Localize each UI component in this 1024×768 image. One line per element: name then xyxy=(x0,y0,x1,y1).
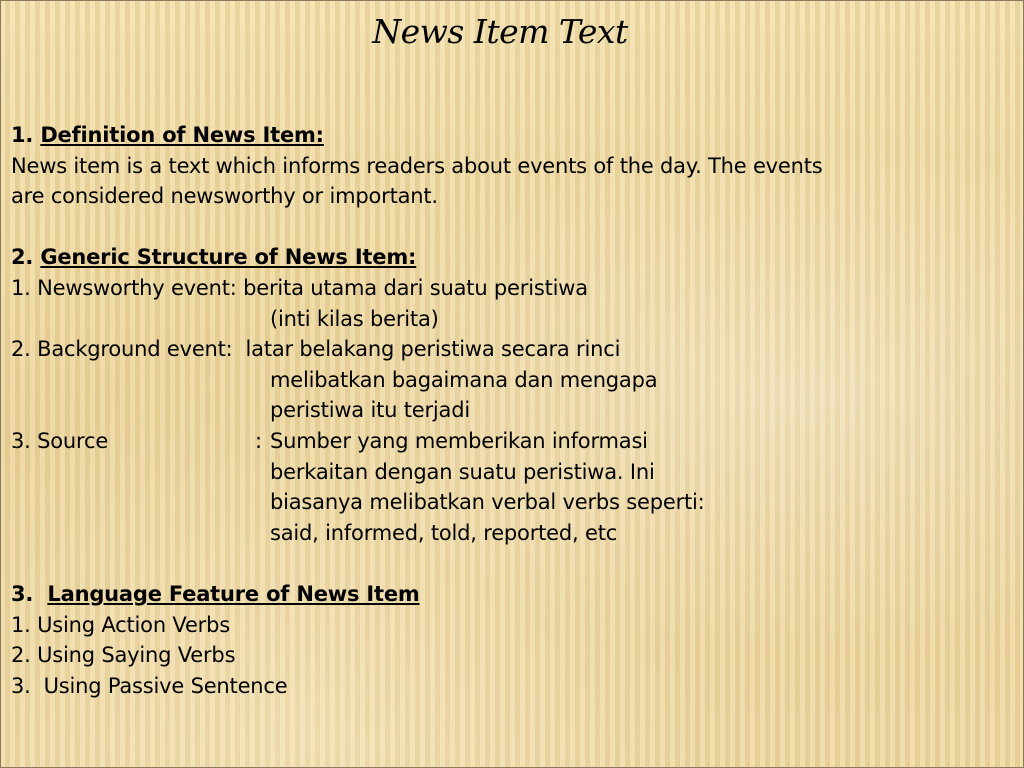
slide-title: News Item Text xyxy=(372,12,628,51)
structure-item-text: berita utama dari suatu peristiwa xyxy=(243,275,588,300)
structure-item-continuation: (inti kilas berita) xyxy=(270,306,439,331)
section-1-body-line: are considered newsworthy or important. xyxy=(11,184,438,209)
section-3-heading xyxy=(11,579,1011,610)
structure-item-continuation: melibatkan bagaimana dan mengapa xyxy=(270,367,658,392)
language-feature-item: 2. Using Saying Verbs xyxy=(11,643,236,668)
structure-item-separator: : xyxy=(255,428,269,453)
section-1-body-line: News item is a text which informs readers about events of the day. The events xyxy=(11,153,823,178)
structure-item-label-text: 3. Source xyxy=(11,428,109,453)
section-1-title: Definition of News Item: xyxy=(40,123,324,147)
structure-item-separator xyxy=(233,337,246,361)
section-3-number: 3. xyxy=(11,581,48,606)
structure-item-label: 1. Newsworthy event xyxy=(11,275,230,300)
spacer xyxy=(11,548,1011,579)
section-1-number: 1. xyxy=(11,123,41,147)
section-2-title: Generic Structure of News Item: xyxy=(40,245,417,270)
structure-item-label xyxy=(11,426,270,457)
structure-item-continuation: berkaitan dengan suatu peristiwa. Ini xyxy=(270,459,655,484)
structure-item-background-event xyxy=(11,334,1011,365)
language-feature-item: 1. Using Action Verbs xyxy=(11,612,230,637)
section-2-number: 2. xyxy=(11,245,41,270)
structure-item-newsworthy-event xyxy=(11,273,1011,304)
structure-item-label: 2. Background event: xyxy=(11,337,233,362)
language-feature-item: 3. Using Passive Sentence xyxy=(11,673,288,698)
section-1-heading xyxy=(11,120,1011,151)
structure-item-separator: : xyxy=(229,275,244,300)
spacer xyxy=(11,212,1011,243)
structure-item-text: latar belakang peristiwa secara rinci xyxy=(245,337,621,362)
structure-item-text: Sumber yang memberikan informasi xyxy=(270,428,648,453)
section-3-title: Language Feature of News Item xyxy=(47,581,420,606)
structure-item-continuation: biasanya melibatkan verbal verbs seperti: xyxy=(270,490,705,515)
structure-item-continuation: peristiwa itu terjadi xyxy=(270,398,470,423)
slide-content xyxy=(11,120,1011,701)
section-2-heading xyxy=(11,242,1011,273)
structure-item-source xyxy=(11,426,1011,457)
structure-item-continuation: said, informed, told, reported, etc xyxy=(270,520,618,545)
